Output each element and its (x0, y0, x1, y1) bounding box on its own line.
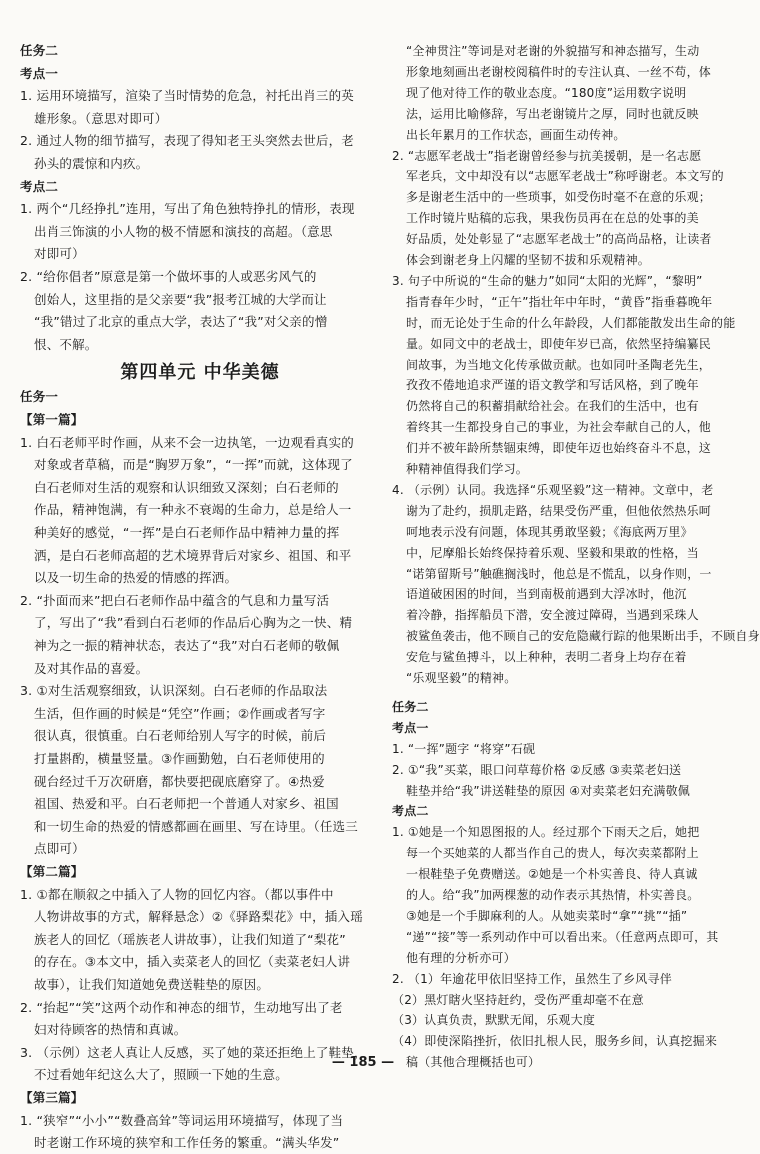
text-line: 语道破困困的时间，当到南极前遇到大浮冰时，他沉 (406, 587, 687, 602)
text-line: （3）认真负责，默默无闻，乐观大度 (392, 1013, 596, 1028)
text-line: 1. “一挥”题字 “将穿”石砚 (392, 741, 536, 756)
text-line: 多是谢老生活中的一些琐事，如受伤时毫不在意的乐观； (406, 190, 712, 205)
text-line: 2. “扑面而来”把白石老师作品中蕴含的气息和力量写活 (20, 592, 330, 608)
section-heading: 考点一 (20, 65, 59, 81)
text-line: 以及一切生命的热爱的情感的挥洒。 (34, 570, 238, 586)
text-line: 人物讲故事的方式，解释悬念）②《驿路梨花》中，插入瑶 (34, 909, 363, 925)
text-line: 祖国、热爱和平。白石老师把一个普通人对家乡、祖国 (34, 796, 339, 812)
text-line: 2. “给你倡者”原意是第一个做坏事的人或恶劣风气的 (20, 269, 317, 284)
text-line: 点即可） (34, 841, 85, 857)
text-line: 洒，是白石老师高超的艺术境界背后对家乡、祖国、和平 (34, 547, 352, 563)
text-line: 神为之一振的精神状态，表达了“我”对白石老师的敬佩 (34, 638, 340, 653)
text-line: 很认真，很慎重。白石老师给别人写字的时候，前后 (34, 728, 327, 744)
text-line: 他有理的分析亦可） (406, 950, 516, 965)
text-line: 2. （1）年逾花甲依旧坚持工作，虽然生了乡风寻伴 (392, 971, 672, 986)
text-line: 对即可） (34, 246, 85, 262)
text-line: 好品质，处处彰显了“志愿军老战士”的高尚品格，让读者 (406, 232, 712, 247)
text-line: 砚台经过千万次研磨，都快要把砚底磨穿了。④热爱 (34, 773, 325, 789)
text-line: 了，写出了“我”看到白石老师的作品后心胸为之一快、精 (34, 615, 353, 631)
text-line: “全神贯注”等词是对老谢的外貌描写和神态描写，生动 (406, 44, 700, 58)
text-line: “我”错过了北京的重点大学，表达了“我”对父亲的憎 (34, 314, 328, 330)
text-line: 妇对待顾客的热情和真诚。 (34, 1022, 187, 1038)
section-heading: 任务二 (392, 699, 429, 714)
section-heading: 考点二 (20, 178, 59, 194)
text-line: 恨、不解。 (34, 336, 98, 352)
text-line: 作品，精神饱满，有一种永不衰竭的生命力，总是给人一 (34, 502, 352, 518)
text-line: 打量斟酌，横量竖量。③作画勤勉，白石老师使用的 (34, 751, 325, 766)
text-line: 1. 白石老师平时作画，从来不会一边执笔，一边观看真实的 (20, 434, 355, 450)
text-line: 白石老师对生活的观察和认识细致又深刻；白石老师的 (34, 479, 339, 495)
section-heading: 任务一 (20, 389, 59, 405)
text-line: ③她是一个手脚麻利的人。从她卖菜时“拿”“挑”“插” (406, 908, 688, 923)
text-line: 仍然将自己的积蓄捐献给社会。在我们的生活中，也有 (406, 399, 699, 414)
text-line: 每一个买她菜的人都当作自己的贵人，每次卖菜都附上 (406, 846, 699, 861)
text-line: 种美好的感觉，“一挥”是白石老师作品中精神力量的挥 (34, 525, 340, 540)
text-line: 时，而无论处于生命的什么年龄段，人们都能散发出生命的能 (406, 315, 736, 330)
text-line: 量。如同文中的老战士，即使年岁已高，依然坚持编纂民 (406, 336, 712, 351)
text-line: 出肖三饰演的小人物的极不情愿和演技的高超。（意思 (34, 223, 333, 239)
text-line: 中，尼摩船长始终保持着乐观、坚毅和果敢的性格，当 (406, 545, 699, 560)
section-heading: 【第一篇】 (20, 412, 84, 427)
text-line: 的人。给“我”加两棵葱的动作表示其热情，朴实善良。 (406, 888, 700, 902)
text-line: 形象地刻画出老谢校阅稿件时的专注认真、一丝不苟，体 (406, 64, 712, 79)
unit-title: 第四单元 中华美德 (120, 362, 280, 384)
text-line: 着冷静，指挥船员下潜，安全渡过障碍，当遇到采珠人 (406, 608, 699, 623)
text-line: 2. “志愿军老战士”指老谢曾经参与抗美援朝，是一名志愿 (392, 148, 702, 163)
text-line: 2. ①“我”买菜，眼口问草莓价格 ②反感 ③卖菜老妇送 (392, 762, 682, 777)
text-line: 出长年累月的工作状态，画面生动传神。 (406, 127, 626, 142)
text-line: 1. “狭窄”“小小”“数叠高耸”等词运用环境描写，体现了当 (20, 1112, 344, 1128)
text-line: 的存在。③本文中，插入卖菜老人的回忆（卖菜老妇人讲 (34, 954, 351, 970)
text-line: 1. 两个“几经挣扎”连用，写出了角色独特挣扎的情形，表现 (20, 201, 355, 217)
text-line: 工作时镜片贴稿的忘我，果我伤员再在在总的处事的美 (406, 211, 699, 226)
text-line: 不过看她年纪这么大了，照顾一下她的生意。 (34, 1067, 289, 1083)
text-line: 1. ①她是一个知恩图报的人。经过那个下雨天之后，她把 (392, 825, 700, 840)
text-line: “诺第留斯号”触礁搁浅时，他总是不慌乱，以身作则，一 (406, 566, 712, 581)
text-line: （4）即使深陷挫折，依旧扎根人民，服务乡间，认真挖掘来 (392, 1034, 718, 1049)
text-line: 呵地表示没有问题，体现其勇敢坚毅；《海底两万里》 (406, 524, 693, 539)
text-line: 孙头的震惊和内疚。 (34, 156, 149, 171)
text-line: 生活，但作画的时候是“凭空”作画；②作画或者写字 (34, 705, 326, 721)
section-heading: 任务二 (20, 43, 59, 58)
text-line: （2）黑灯瞎火坚持赶约，受伤严重却毫不在意 (392, 992, 644, 1007)
text-line: 雄形象。（意思对即可） (34, 110, 168, 126)
text-line: 及对其作品的喜爱。 (34, 660, 149, 676)
section-heading: 考点一 (392, 720, 429, 735)
text-line: 着终其一生都投身自己的事业，为社会奉献自己的人，他 (406, 420, 712, 435)
text-line: 2. 通过人物的细节描写，表现了得知老王头突然去世后，老 (20, 133, 355, 149)
text-line: 现了他对待工作的敬业态度。“180度”运用数字说明 (406, 85, 687, 100)
text-line: 谢为了赴约，损肌走路，结果受伤严重，但他依然热乐呵 (406, 503, 712, 518)
section-heading: 考点二 (392, 804, 429, 819)
text-line: 指青春年少时，“正午”指壮年中年时，“黄昏”指垂暮晚年 (406, 294, 713, 309)
text-line: 1. ①都在顺叙之中插入了人物的回忆内容。（都以事件中 (20, 886, 334, 902)
text-line: 族老人的回忆（瑶族老人讲故事），让我们知道了“梨花” (34, 931, 346, 947)
text-line: 3. （示例）这老人真让人反感，买了她的菜还拒绝上了鞋垫， (20, 1044, 367, 1060)
text-line: 3. ①对生活观察细致，认识深刻。白石老师的作品取法 (20, 683, 328, 699)
text-line: 3. 句子中所说的“生命的魅力”如同“太阳的光辉”，“黎明” (392, 273, 703, 288)
text-line: 鞋垫并给“我”讲送鞋垫的原因 ④对卖菜老妇充满敬佩 (406, 783, 691, 798)
text-line: “递”“接”等一系列动作中可以看出来。（任意两点即可，其 (406, 929, 719, 944)
text-line: 军老兵，文中却没有以“志愿军老战士”称呼谢老。本文写的 (406, 169, 724, 184)
text-line: 体会到谢老身上闪耀的坚韧不拔和乐观精神。 (406, 253, 651, 267)
text-line: 们并不被年龄所禁锢束缚，即使年迈也始终奋斗不息，这 (406, 441, 712, 456)
text-line: 被鲨鱼袭击，他不顾自己的安危隐藏行踪的他果断出手，不顾自身 (406, 629, 760, 644)
text-line: 和一切生命的热爱的情感都画在画里、写在诗里。（任选三 (34, 818, 358, 834)
text-line: 安危与鲨鱼搏斗，以上种种，表明二者身上均存在着 (406, 650, 687, 665)
text-line: 故事），让我们知道她免费送鞋垫的原因。 (34, 977, 270, 992)
text-line: 种精神值得我们学习。 (406, 462, 529, 476)
text-line: 一根鞋垫子免费赠送。②她是一个朴实善良、待人真诚 (406, 867, 698, 882)
text-line: 稿（其他合理概括也可） (406, 1055, 541, 1070)
text-line: 4. （示例）认同。我选择“乐观坚毅”这一精神。文章中，老 (392, 482, 714, 497)
text-line: “乐观坚毅”的精神。 (406, 671, 517, 685)
text-line: 孜孜不倦地追求严谨的语文教学和写话风格，到了晚年 (406, 378, 699, 393)
section-heading: 【第三篇】 (20, 1090, 84, 1105)
text-line: 1. 运用环境描写，渲染了当时情势的危急，衬托出肖三的英 (20, 88, 355, 104)
text-line: 创始人，这里指的是父亲要“我”报考江城的大学而让 (34, 291, 327, 307)
text-line: 法，运用比喻修辞，写出老谢镜片之厚，同时也就反映 (406, 106, 699, 121)
text-line: 对象或者草稿，而是“胸罗万象”，“一挥”而就，这体现了 (34, 457, 353, 473)
text-line: 2. “抬起”“笑”这两个动作和神态的细节，生动地写出了老 (20, 999, 343, 1015)
page-number: — 185 — (331, 1055, 395, 1070)
text-line: 间故事，为当地文化传承做贡献。也如同叶圣陶老先生， (406, 357, 712, 372)
section-heading: 【第二篇】 (20, 864, 84, 879)
text-line: 时老谢工作环境的狭窄和工作任务的繁重。“满头华发” (34, 1135, 340, 1151)
